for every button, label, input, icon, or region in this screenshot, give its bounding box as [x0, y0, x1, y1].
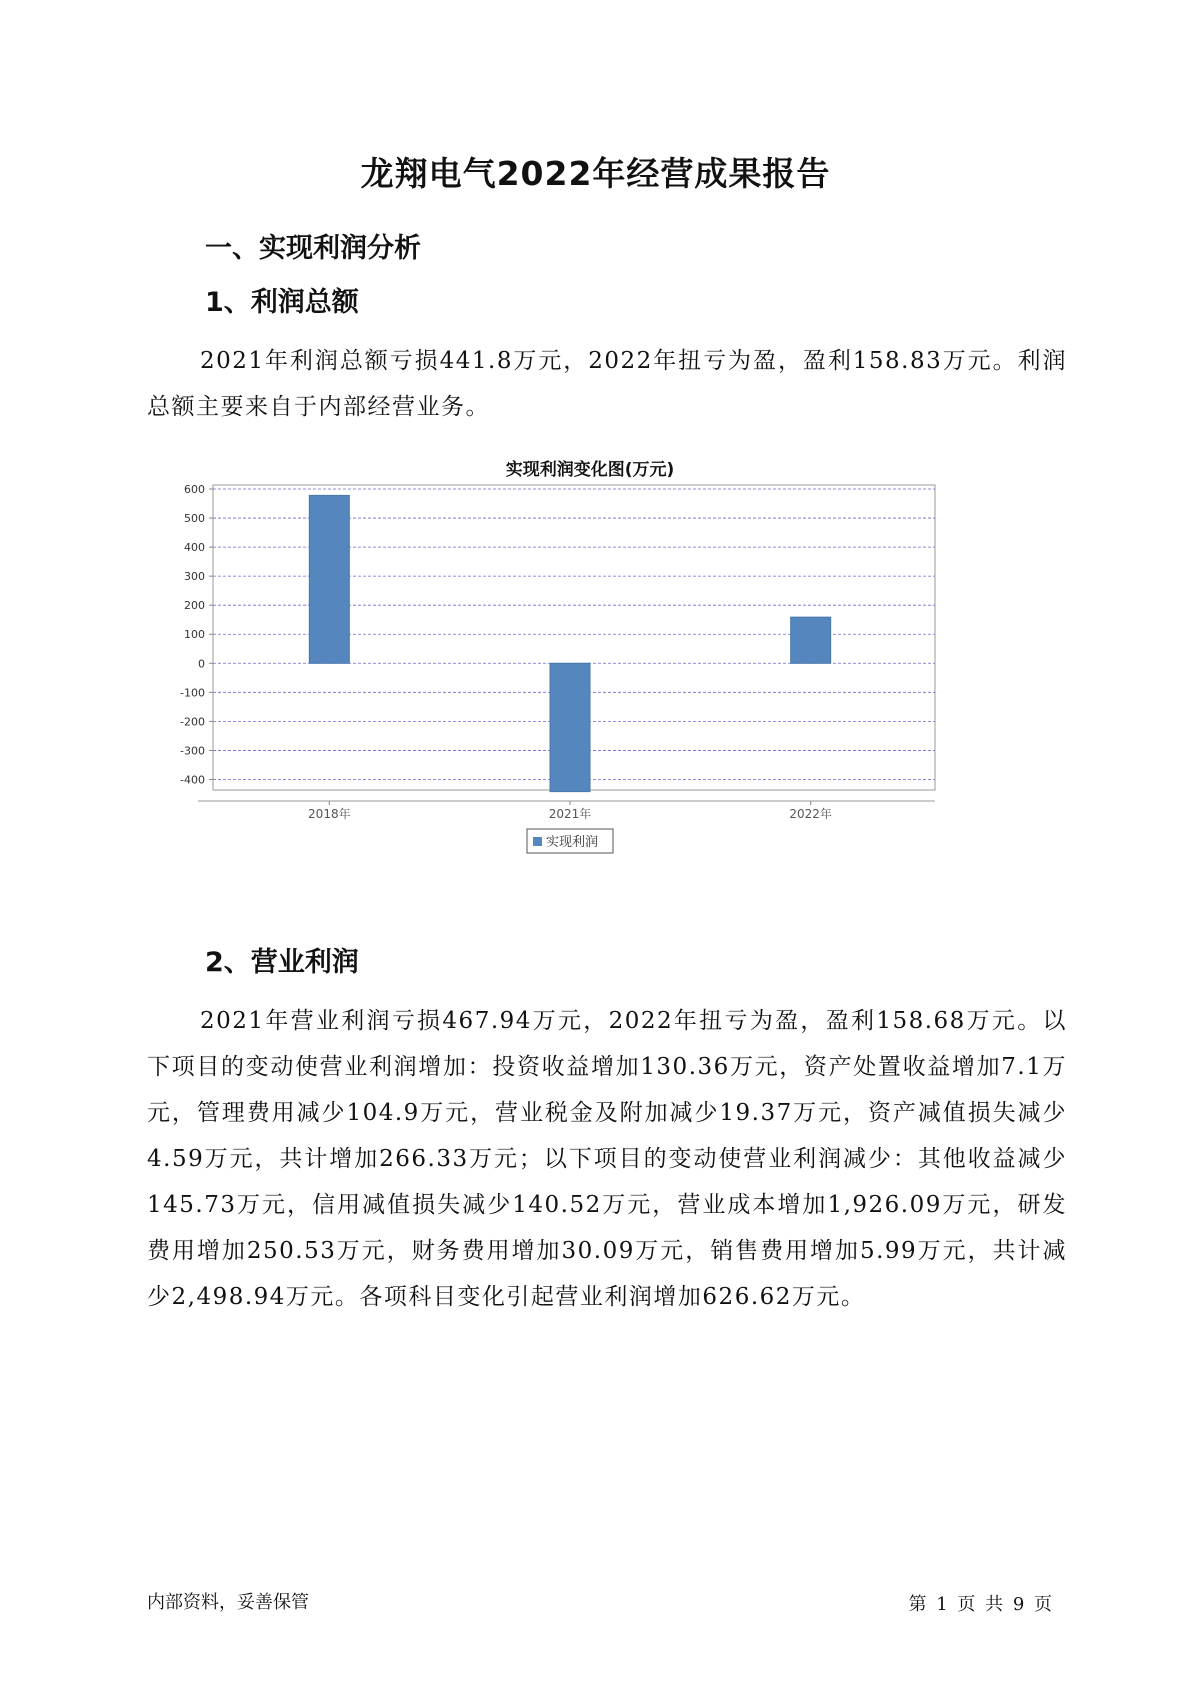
paragraph-total-profit: 2021年利润总额亏损441.8万元，2022年扭亏为盈，盈利158.83万元。利润总额主要来自于内部经营业务。	[147, 348, 1067, 420]
footer-page-number: 第 1 页 共 9 页	[908, 1594, 1052, 1615]
y-tick-label: 200	[184, 599, 205, 613]
subheading-operating-profit: 2、营业利润	[205, 947, 359, 978]
x-tick-label: 2021年	[548, 807, 592, 821]
bar-2022年	[791, 617, 831, 663]
section-heading-profit-analysis: 一、实现利润分析	[205, 233, 421, 264]
profit-chart	[150, 455, 1030, 915]
chart-canvas	[150, 473, 1030, 913]
x-tick-label: 2022年	[789, 807, 832, 821]
document-title: 龙翔电气2022年经营成果报告	[360, 154, 831, 193]
bar-2018年	[309, 495, 349, 663]
legend-swatch	[533, 837, 542, 846]
legend-label: 实现利润	[546, 835, 599, 850]
y-tick-label: 400	[184, 541, 205, 555]
paragraph-operating-profit: 2021年营业利润亏损467.94万元，2022年扭亏为盈，盈利158.68万元。以下项目的变动使营业利润增加：投资收益增加130.36万元，资产处置收益增加7.1万元，管理费用减少104.9万元，营业税金及附加减少19.37万元，资产减值损失减少4.59万元，共计增加266.33万元；以下项目的变动使营业利润减少：其他收益减少145.73万元，信用减值损失减少140.52万元，营业成本增加1,926.09万元，研发费用增加250.53万元，财务费用增加30.09万元，销售费用增加5.99万元，共计减少2,498.94万元。各项科目变化引起营业利润增加626.62万元。	[147, 1008, 1067, 1310]
x-tick-label: 2018年	[308, 807, 351, 821]
y-tick-label: -300	[180, 744, 205, 758]
y-tick-label: 100	[184, 628, 205, 642]
y-tick-label: 0	[198, 657, 205, 671]
y-tick-label: -100	[180, 686, 205, 700]
chart-title: 实现利润变化图(万元)	[505, 460, 675, 480]
subheading-total-profit: 1、利润总额	[205, 287, 359, 318]
bar-2021年	[550, 663, 590, 791]
y-tick-label: -200	[180, 715, 205, 729]
y-tick-label: -400	[180, 773, 205, 787]
footer-confidential-note: 内部资料，妥善保管	[147, 1592, 309, 1613]
y-tick-label: 300	[184, 570, 205, 584]
y-tick-label: 500	[184, 512, 205, 526]
y-tick-label: 600	[184, 483, 205, 496]
